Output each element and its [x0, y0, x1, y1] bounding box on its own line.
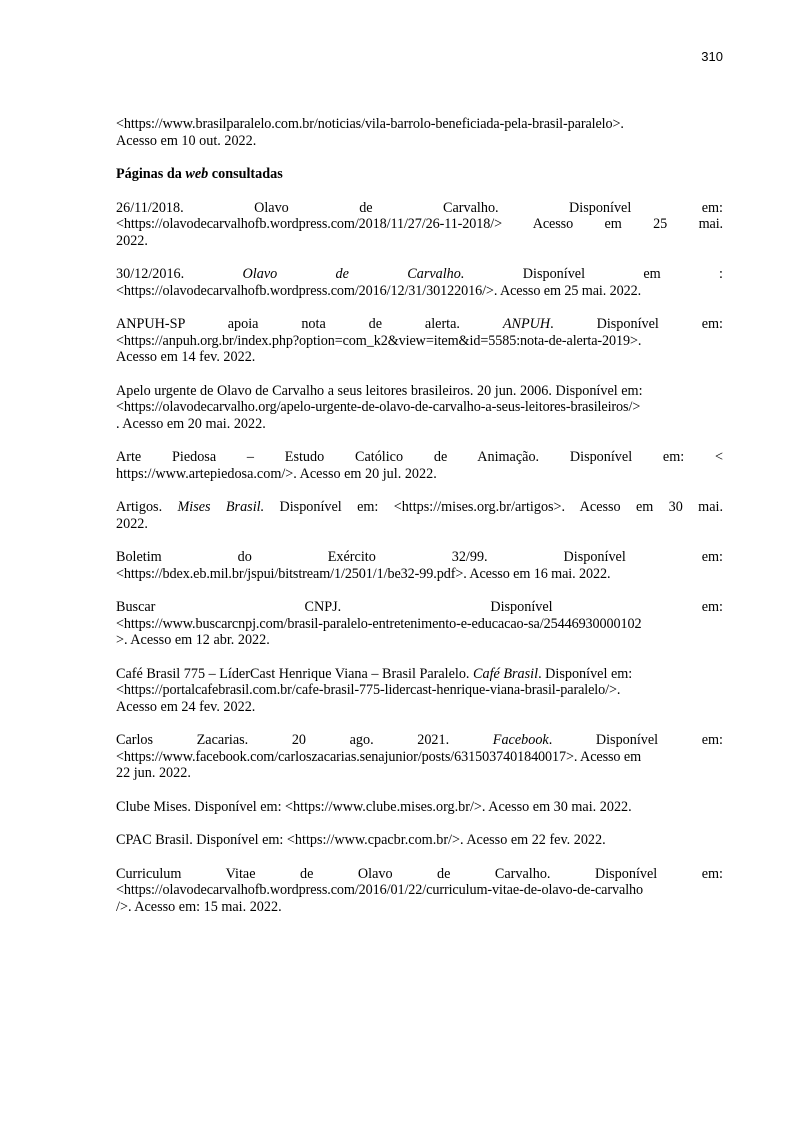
reference-title-line — [116, 499, 723, 516]
reference-access-date: />. Acesso em: 15 mai. 2022. — [116, 898, 282, 915]
reference-access-date: Acesso em 24 fev. 2022. — [116, 698, 256, 715]
reference-title: Café Brasil 775 – LíderCast Henrique Viana – Brasil Paralelo. — [116, 665, 474, 682]
reference-continuation — [116, 116, 723, 149]
reference-entry — [116, 449, 723, 482]
reference-entry — [116, 549, 723, 582]
reference-url: https://www.artepiedosa.com/>. Acesso em 20 jul. 2022. — [116, 465, 437, 482]
reference-access-date: 22 jun. 2022. — [116, 765, 191, 781]
reference-title-italic: Olavo de Carvalho. — [242, 266, 465, 282]
reference-entry — [116, 316, 723, 366]
reference-title-line: Arte Piedosa – Estudo Católico de Animação. Disponível em: < — [116, 449, 723, 465]
reference-source-italic: Facebook — [492, 732, 549, 748]
reference-availability: . Disponível em: — [548, 732, 724, 748]
reference-title: Carlos Zacarias. 20 ago. 2021. — [116, 732, 450, 748]
references-body — [116, 116, 723, 932]
reference-title-line: Curriculum Vitae de Olavo de Carvalho. Disponível em: — [116, 865, 723, 882]
reference-url: <https://anpuh.org.br/index.php?option=com_k2&view=item&id=5585:nota-de-alerta-2019>. — [116, 332, 642, 349]
reference-url: <https://www.facebook.com/carloszacarias.senajunior/posts/6315037401840017>. Acesso em — [116, 748, 642, 765]
reference-title-line — [116, 266, 723, 283]
reference-entry — [116, 732, 723, 782]
section-heading — [116, 166, 723, 183]
reference-title-line: Buscar CNPJ. Disponível em: — [116, 599, 723, 615]
section-heading-emphasis: web — [185, 166, 209, 182]
reference-url: <https://bdex.eb.mil.br/jspui/bitstream/1/2501/1/be32-99.pdf>. Acesso em 16 mai. 2022. — [116, 565, 611, 582]
section-heading-text: Páginas da — [116, 166, 186, 182]
reference-url: <https://portalcafebrasil.com.br/cafe-brasil-775-lidercast-henrique-viana-brasil-paralelo/>. — [116, 682, 621, 698]
reference-year: 2022. — [116, 232, 148, 249]
reference-availability: Disponível em: <https://mises.org.br/artigos>. Acesso em 30 mai. — [264, 499, 724, 515]
reference-entry — [116, 499, 723, 532]
reference-url: <https://olavodecarvalho.org/apelo-urgente-de-olavo-de-carvalho-a-seus-leitores-brasileiros/> — [116, 399, 641, 415]
reference-url-line — [116, 216, 723, 233]
reference-title-line: 26/11/2018. Olavo de Carvalho. Disponível em: — [116, 199, 723, 216]
reference-url: <https://olavodecarvalhofb.wordpress.com/2016/12/31/30122016/>. Acesso em 25 mai. 2022. — [116, 282, 642, 299]
page-number: 310 — [701, 49, 723, 64]
reference-access-date: >. Acesso em 12 abr. 2022. — [116, 632, 270, 648]
reference-title-line — [116, 666, 723, 683]
reference-entry — [116, 666, 723, 716]
reference-date: 30/12/2016. — [116, 266, 185, 282]
reference-entry — [116, 599, 723, 649]
reference-source-italic: ANPUH — [502, 316, 551, 332]
reference-url: <https://olavodecarvalhofb.wordpress.com/2018/11/27/26-11-2018/> — [116, 216, 503, 232]
reference-entry — [116, 200, 723, 250]
reference-source-italic: Café Brasil — [473, 665, 539, 682]
reference-title-line — [116, 732, 723, 749]
reference-access-date: Acesso em 25 mai. — [532, 216, 723, 232]
reference-entry — [116, 383, 723, 433]
reference-title-line: Apelo urgente de Olavo de Carvalho a seus leitores brasileiros. 20 jun. 2006. Disponível em: — [116, 382, 643, 399]
reference-source-italic: Mises Brasil. — [177, 499, 265, 515]
reference-access-date: Acesso em 14 fev. 2022. — [116, 349, 256, 365]
reference-title-line: Clube Mises. Disponível em: <https://www.clube.mises.org.br/>. Acesso em 30 mai. 2022. — [116, 798, 632, 815]
reference-year: 2022. — [116, 515, 148, 532]
reference-title: ANPUH-SP apoia nota de alerta. — [116, 316, 460, 332]
reference-url: <https://www.buscarcnpj.com/brasil-paralelo-entretenimento-e-educacao-sa/25446930000102 — [116, 615, 642, 632]
section-heading-text-end: consultadas — [208, 166, 283, 182]
reference-availability: . Disponível em: — [538, 665, 633, 682]
reference-access-date: Acesso em 10 out. 2022. — [116, 132, 257, 149]
reference-entry — [116, 866, 723, 916]
reference-entry — [116, 266, 723, 299]
reference-url: <https://www.brasilparalelo.com.br/noticias/vila-barrolo-beneficiada-pela-brasil-paralelo>. — [116, 116, 624, 132]
reference-title-line: CPAC Brasil. Disponível em: <https://www.cpacbr.com.br/>. Acesso em 22 fev. 2022. — [116, 832, 606, 848]
reference-title-line — [116, 316, 723, 333]
reference-entry — [116, 799, 723, 816]
reference-entry — [116, 832, 723, 849]
reference-url: <https://olavodecarvalhofb.wordpress.com/2016/01/22/curriculum-vitae-de-olavo-de-carvalho — [116, 882, 644, 898]
reference-title: Artigos. — [116, 499, 178, 515]
reference-availability: Disponível em : — [522, 266, 723, 282]
reference-availability: . Disponível em: — [550, 316, 724, 332]
reference-title-line: Boletim do Exército 32/99. Disponível em: — [116, 549, 723, 565]
reference-access-date: . Acesso em 20 mai. 2022. — [116, 415, 266, 432]
